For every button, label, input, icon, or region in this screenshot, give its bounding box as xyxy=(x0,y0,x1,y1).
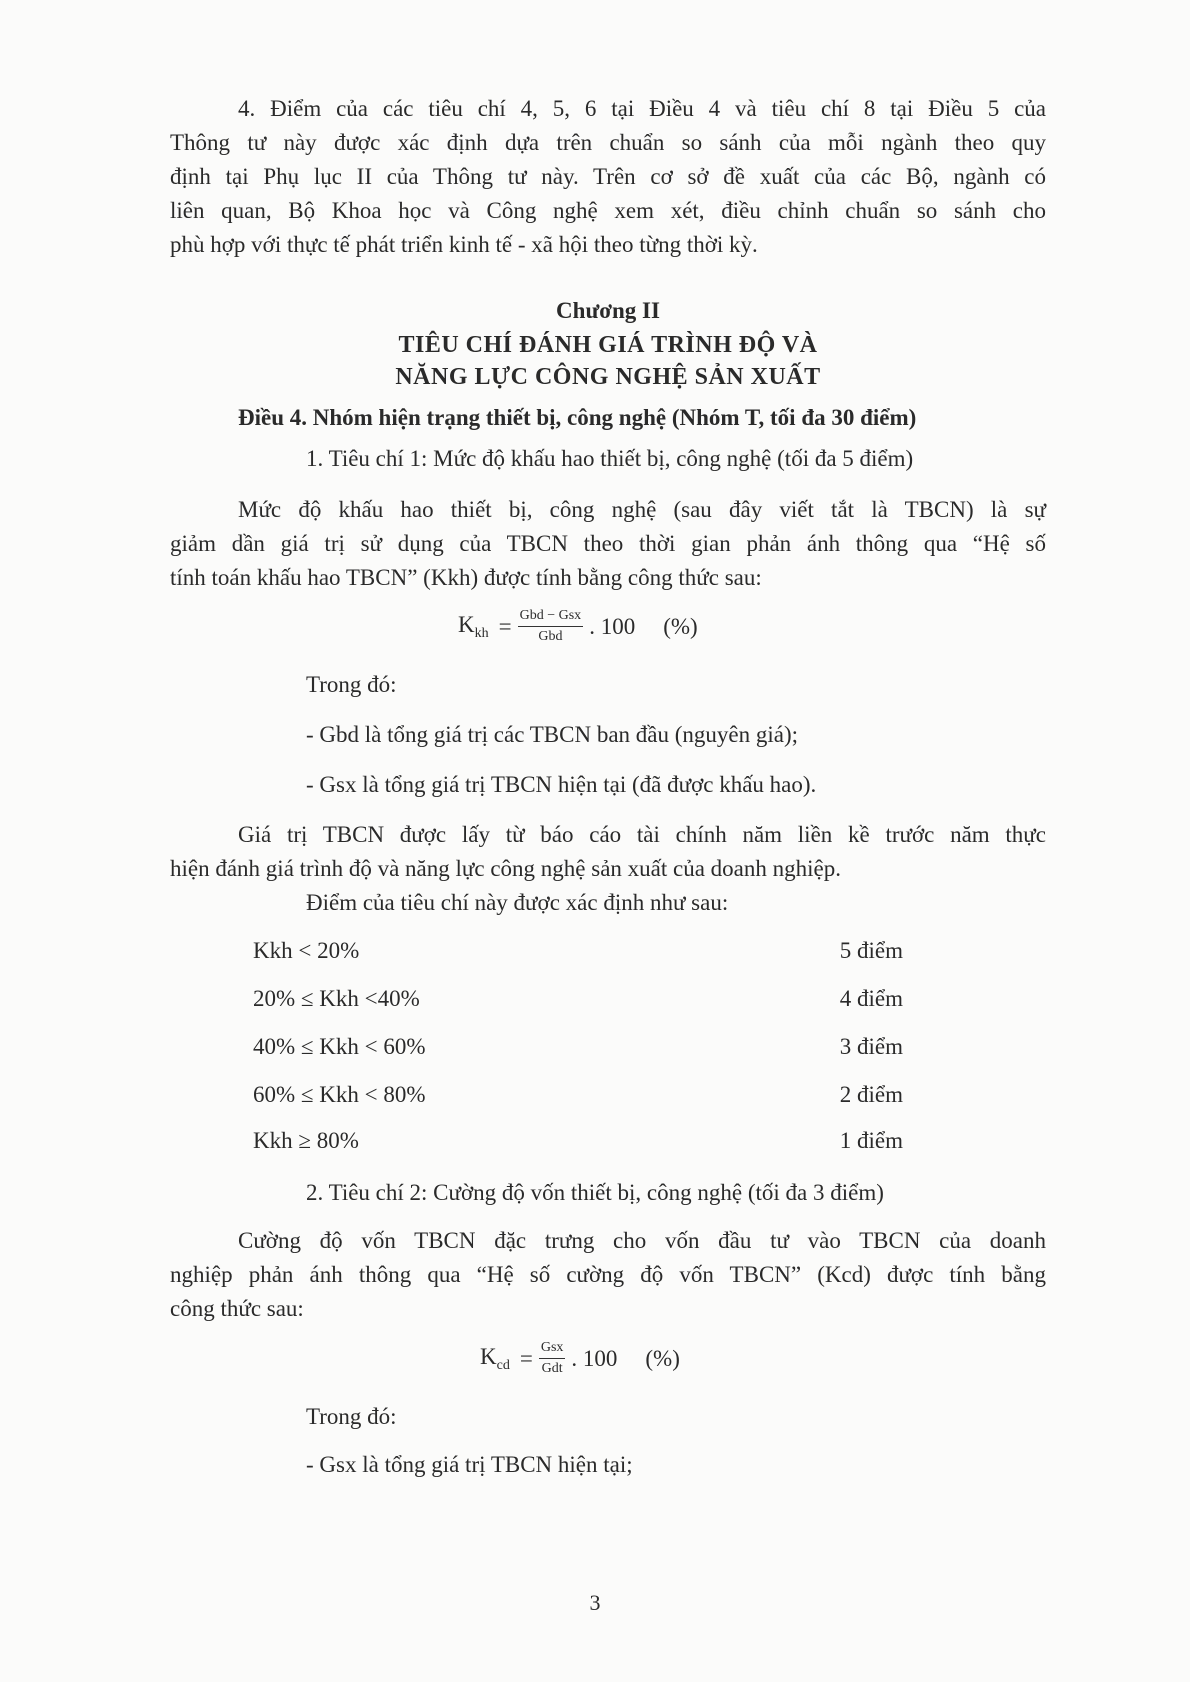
page-number: 3 xyxy=(589,1590,601,1615)
definition-gsx: - Gsx là tổng giá trị TBCN hiện tại; xyxy=(306,1452,633,1477)
formula-fraction xyxy=(518,608,584,645)
where-label: Trong đó: xyxy=(306,672,397,697)
definition-gsx: - Gsx là tổng giá trị TBCN hiện tại (đã được khấu hao). xyxy=(306,772,817,797)
source-paragraph xyxy=(170,818,1046,886)
formula-numerator: Gbd − Gsx xyxy=(518,608,584,627)
score-row xyxy=(253,986,903,1012)
formula-tail: . 100 xyxy=(589,613,636,639)
text-line: giảm dần giá trị sử dụng của TBCN theo thời gian phản ánh thông qua “Hệ số xyxy=(170,531,1046,556)
score-row xyxy=(253,1034,903,1060)
formula-unit: (%) xyxy=(645,1345,680,1371)
criterion-2-heading: 2. Tiêu chí 2: Cường độ vốn thiết bị, công nghệ (tối đa 3 điểm) xyxy=(306,1180,884,1205)
score-row xyxy=(253,938,903,964)
chapter-title-line-1: TIÊU CHÍ ĐÁNH GIÁ TRÌNH ĐỘ VÀ xyxy=(398,332,818,358)
text-line: hiện đánh giá trình độ và năng lực công nghệ sản xuất của doanh nghiệp. xyxy=(170,856,841,881)
text-line: công thức sau: xyxy=(170,1296,304,1321)
formula-denominator: Gdt xyxy=(541,1361,563,1376)
score-points: 3 điểm xyxy=(839,1034,903,1059)
score-points: 1 điểm xyxy=(839,1128,903,1153)
definition-gbd: - Gbd là tổng giá trị các TBCN ban đầu (nguyên giá); xyxy=(306,722,799,747)
formula-tail: . 100 xyxy=(571,1345,618,1371)
formula-fraction xyxy=(539,1340,566,1377)
criterion-2-description xyxy=(170,1224,1046,1326)
formula-numerator: Gsx xyxy=(539,1340,566,1359)
criterion-1-heading: 1. Tiêu chí 1: Mức độ khấu hao thiết bị, công nghệ (tối đa 5 điểm) xyxy=(306,446,914,471)
score-condition: Kkh < 20% xyxy=(253,938,360,963)
score-intro: Điểm của tiêu chí này được xác định như sau: xyxy=(306,890,729,915)
score-condition: Kkh ≥ 80% xyxy=(253,1128,359,1153)
formula-unit: (%) xyxy=(663,613,698,639)
score-row xyxy=(253,1082,903,1108)
score-points: 2 điểm xyxy=(839,1082,903,1107)
text-line: Cường độ vốn TBCN đặc trưng cho vốn đầu tư vào TBCN của doanh xyxy=(238,1228,1046,1253)
chapter-title-line-2: NĂNG LỰC CÔNG NGHỆ SẢN XUẤT xyxy=(395,364,821,390)
score-condition: 40% ≤ Kkh < 60% xyxy=(253,1034,426,1059)
text-line: Thông tư này được xác định dựa trên chuẩn so sánh của mỗi ngành theo quy xyxy=(170,130,1046,155)
chapter-label: Chương II xyxy=(556,298,660,323)
formula-kkh: $K_{kh}$ = $\frac{\text{Gbd − Gsx}}{\text{Gbd}}$ . 100 (%) xyxy=(458,608,698,644)
text-line: Giá trị TBCN được lấy từ báo cáo tài chính năm liền kề trước năm thực xyxy=(238,822,1046,847)
text-line: định tại Phụ lục II của Thông tư này. Trên cơ sở đề xuất của các Bộ, ngành có xyxy=(170,164,1046,189)
formula-lhs: $K_{kh}$ xyxy=(458,611,489,641)
score-condition: 20% ≤ Kkh <40% xyxy=(253,986,420,1011)
criterion-1-description xyxy=(170,493,1046,595)
text-line: tính toán khấu hao TBCN” (Kkh) được tính bằng công thức sau: xyxy=(170,565,762,590)
score-row xyxy=(253,1128,903,1154)
text-line: nghiệp phản ánh thông qua “Hệ số cường độ vốn TBCN” (Kcd) được tính bằng xyxy=(170,1262,1046,1287)
where-label: Trong đó: xyxy=(306,1404,397,1429)
score-points: 5 điểm xyxy=(839,938,903,963)
paragraph-4 xyxy=(170,92,1046,262)
formula-kcd: $K_{cd}$ = $\frac{\text{Gsx}}{\text{Gdt}}$ . 100 (%) xyxy=(480,1340,680,1376)
formula-denominator: Gbd xyxy=(538,629,563,644)
text-line: liên quan, Bộ Khoa học và Công nghệ xem xét, điều chỉnh chuẩn so sánh cho xyxy=(170,198,1046,223)
text-line: 4. Điểm của các tiêu chí 4, 5, 6 tại Điều 4 và tiêu chí 8 tại Điều 5 của xyxy=(238,96,1046,121)
text-line: phù hợp với thực tế phát triển kinh tế - xã hội theo từng thời kỳ. xyxy=(170,232,758,257)
score-points: 4 điểm xyxy=(839,986,903,1011)
formula-lhs: $K_{cd}$ xyxy=(480,1343,510,1373)
article-heading: Điều 4. Nhóm hiện trạng thiết bị, công nghệ (Nhóm T, tối đa 30 điểm) xyxy=(238,405,917,430)
text-line: Mức độ khấu hao thiết bị, công nghệ (sau đây viết tắt là TBCN) là sự xyxy=(238,497,1046,522)
score-condition: 60% ≤ Kkh < 80% xyxy=(253,1082,426,1107)
